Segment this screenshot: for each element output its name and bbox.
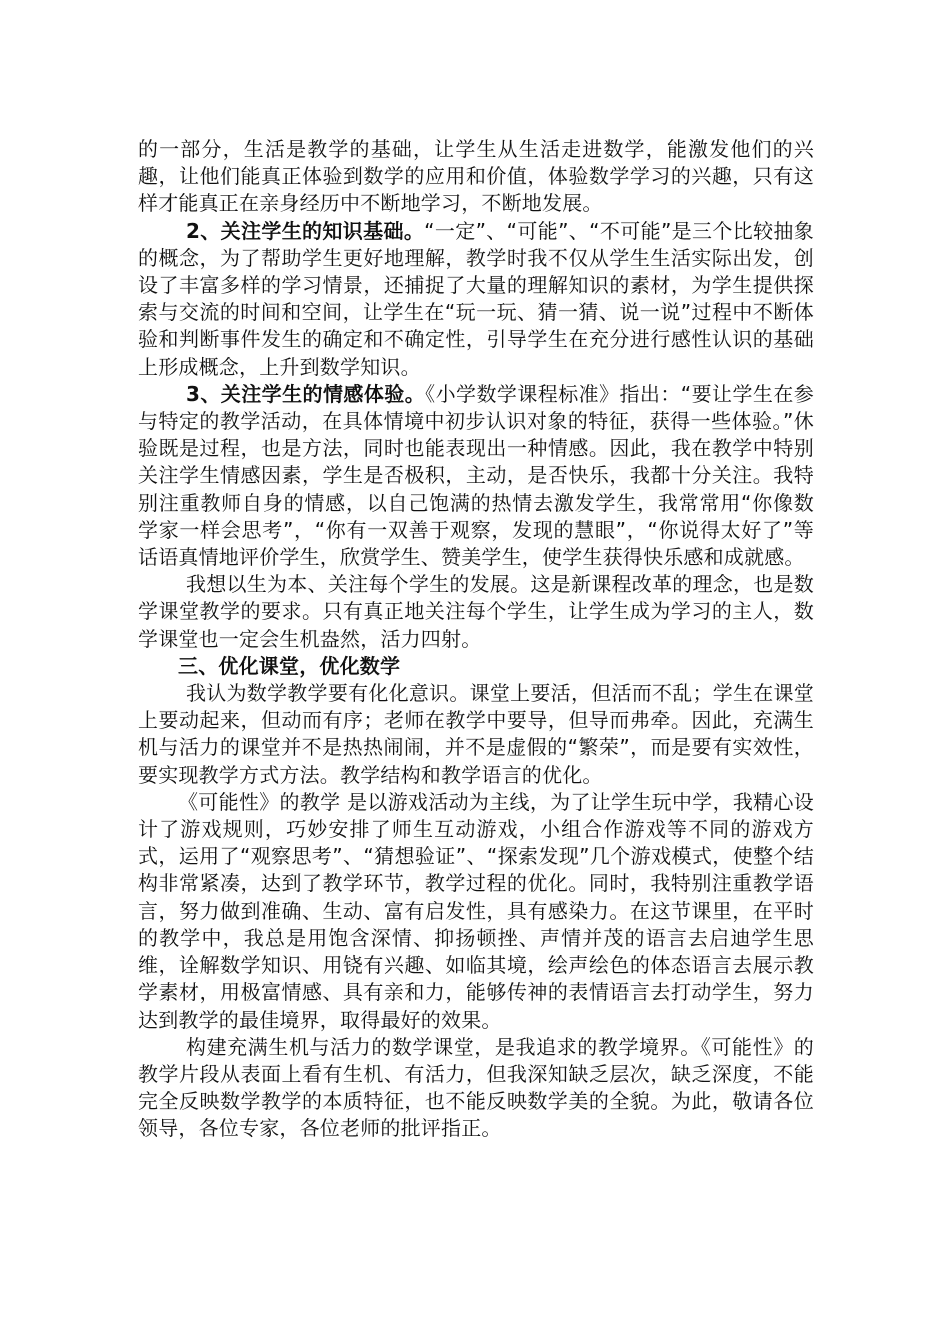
paragraph-4 (138, 571, 814, 653)
paragraph-1-text: 的一部分，生活是教学的基础，让学生从生活走进数学，能激发他们的兴趣，让他们能真正体验到数学的应用和价值，体验数学学习的兴趣，只有这样才能真正在亲身经历中不断地学习，不断地发展。 (138, 137, 814, 216)
paragraph-2-lead: 2、关注学生的知识基础。 (186, 218, 425, 243)
paragraph-1 (138, 136, 814, 218)
paragraph-6 (138, 789, 814, 1034)
section-heading (138, 653, 814, 680)
paragraph-7 (138, 1034, 814, 1143)
paragraph-3-lead: 3、关注学生的情感体验。 (186, 381, 426, 406)
paragraph-3 (138, 381, 814, 571)
paragraph-3-text: 《小学数学课程标准》指出：“要让学生在参与特定的教学活动，在具体情境中初步认识对象的特征，获得一些体验。”休验既是过程，也是方法，同时也能表现出一种情感。因此，我在教学中特别关注学生情感因素，学生是否极积，主动，是否快乐，我都十分关注。我特别注重教师自身的情感，以自己饱满的热情去激发学生，我常常用“你像数学家一样会思考”，“你有一双善于观察，发现的慧眼”，“你说得太好了”等话语真情地评价学生，欣赏学生、赞美学生，使学生获得快乐感和成就感。 (138, 381, 814, 570)
paragraph-7-text: 构建充满生机与活力的数学课堂，是我追求的教学境界。《可能性》的教学片段从表面上看有生机、有活力，但我深知缺乏层次，缺乏深度，不能完全反映数学教学的本质特征，也不能反映数学美的全貌。为此，敬请各位领导，各位专家，各位老师的批评指正。 (138, 1034, 814, 1141)
paragraph-5 (138, 680, 814, 789)
document-page (138, 136, 814, 1143)
paragraph-2 (138, 218, 814, 381)
paragraph-6-text: 《可能性》的教学 是以游戏活动为主线，为了让学生玩中学，我精心设计了游戏规则，巧妙安排了师生互动游戏，小组合作游戏等不同的游戏方式，运用了“观察思考”、“猜想验证”、“探索发现”几个游戏模式，使整个结构非常紧凑，达到了教学环节，教学过程的优化。同时，我特别注重教学语言，努力做到准确、生动、富有启发性，具有感染力。在这节课里，在平时的教学中，我总是用饱含深情、抑扬顿挫、声情并茂的语言去启迪学生思维，诠解数学知识、用铙有兴趣、如临其境，绘声绘色的体态语言去展示教学素材，用极富情感、具有亲和力，能够传神的表情语言去打动学生，努力达到教学的最佳境界，取得最好的效果。 (138, 789, 814, 1032)
paragraph-2-text: “一定”、“可能”、“不可能”是三个比较抽象的概念，为了帮助学生更好地理解，教学时我不仅从学生生活实际出发，创设了丰富多样的学习情景，还捕捉了大量的理解知识的素材，为学生提供探索与交流的时间和空间，让学生在“玩一玩、猜一猜、说一说”过程中不断体验和判断事件发生的确定和不确定性，引导学生在充分进行感性认识的基础上形成概念，上升到数学知识。 (138, 218, 814, 379)
paragraph-4-text: 我想以生为本、关注每个学生的发展。这是新课程改革的理念，也是数学课堂教学的要求。只有真正地关注每个学生，让学生成为学习的主人，数学课堂也一定会生机盎然，活力四射。 (138, 572, 814, 651)
paragraph-5-text: 我认为数学教学要有化化意识。课堂上要活，但活而不乱；学生在课堂上要动起来，但动而有序；老师在教学中要导，但导而弗牵。因此，充满生机与活力的课堂并不是热热闹闹，并不是虚假的“繁荣”，而是要有实效性，要实现教学方式方法。教学结构和教学语言的优化。 (138, 681, 814, 787)
section-heading-text: 三、优化课堂，优化数学 (178, 653, 401, 678)
